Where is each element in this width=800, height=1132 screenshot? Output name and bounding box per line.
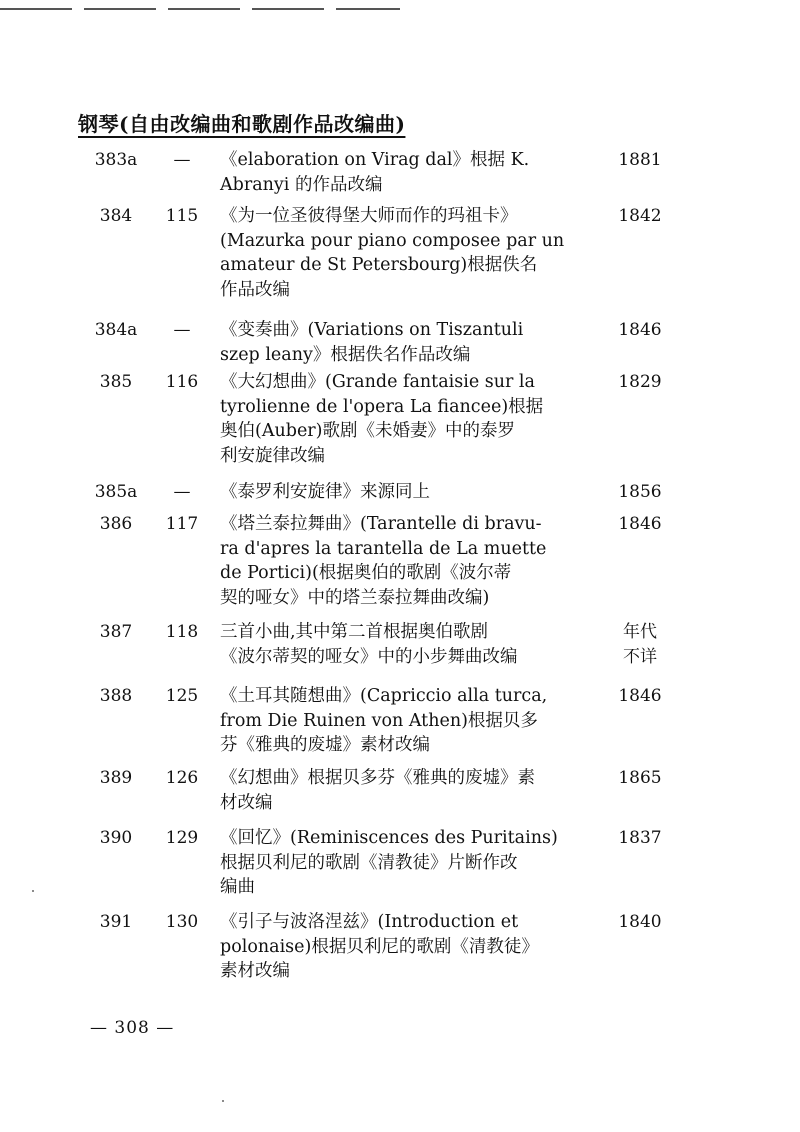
catalog-entry <box>0 370 800 468</box>
catalog-number: 388 <box>99 686 133 706</box>
work-description: 《泰罗利安旋律》来源同上 <box>220 482 430 502</box>
top-rule <box>0 8 400 10</box>
composition-year: 1840 <box>618 912 662 932</box>
work-description: 《为一位圣彼得堡大师而作的玛祖卡》 (Mazurka pour piano composee par un amateur de St Petersbourg)根据佚名 作品改编 <box>220 206 565 300</box>
composition-year: 1881 <box>618 150 662 170</box>
work-description: 《引子与波洛涅兹》(Introduction et polonaise)根据贝利尼的歌剧《清教徒》 素材改编 <box>220 912 539 981</box>
catalog-entry <box>0 826 800 900</box>
composition-year: 年代 不详 <box>623 622 657 667</box>
composition-year: 1829 <box>618 372 662 392</box>
composition-year: 1846 <box>618 320 662 340</box>
work-description: 三首小曲,其中第二首根据奥伯歌剧 《波尔蒂契的哑女》中的小步舞曲改编 <box>220 622 518 667</box>
work-description: 《塔兰泰拉舞曲》(Tarantelle di bravu- ra d'apres la tarantella de La muette de Portici)(根据奥伯的歌剧《波尔蒂 契的哑女》中的塔兰泰拉舞曲改编) <box>220 514 547 608</box>
catalog-number: 384a <box>94 320 138 340</box>
catalog-number: 390 <box>99 828 133 848</box>
catalog-entry <box>0 620 800 669</box>
section-heading: 钢琴(自由改编曲和歌剧作品改编曲) <box>78 112 406 136</box>
opus-number: 117 <box>165 514 199 534</box>
catalog-entry <box>0 766 800 815</box>
opus-number: 129 <box>165 828 199 848</box>
work-description: 《大幻想曲》(Grande fantaisie sur la tyrolienne de l'opera La fiancee)根据 奥伯(Auber)歌剧《未婚妻》中的泰罗 利安旋律改编 <box>220 372 544 466</box>
opus-number: 116 <box>165 372 199 392</box>
catalog-number: 386 <box>99 514 133 534</box>
catalog-number: 384 <box>99 206 133 226</box>
catalog-entry <box>0 480 800 505</box>
composition-year: 1846 <box>618 686 662 706</box>
work-description: 《变奏曲》(Variations on Tiszantuli szep leany》根据佚名作品改编 <box>220 320 524 365</box>
scan-speck <box>222 1100 224 1102</box>
opus-number: 115 <box>165 206 199 226</box>
catalog-number: 385a <box>94 482 138 502</box>
page-number: — 308 — <box>90 1018 175 1038</box>
work-description: 《回忆》(Reminiscences des Puritains) 根据贝利尼的歌剧《清教徒》片断作改 编曲 <box>220 828 558 897</box>
opus-number: 126 <box>165 768 199 788</box>
catalog-entry <box>0 910 800 984</box>
catalog-entry <box>0 148 800 197</box>
catalog-number: 383a <box>94 150 138 170</box>
composition-year: 1842 <box>618 206 662 226</box>
catalog-entry <box>0 318 800 367</box>
opus-number: — <box>173 482 191 502</box>
opus-number: 118 <box>165 622 199 642</box>
scan-speck <box>32 890 34 892</box>
catalog-number: 385 <box>99 372 133 392</box>
catalog-number: 387 <box>99 622 133 642</box>
composition-year: 1865 <box>618 768 662 788</box>
catalog-entry <box>0 684 800 758</box>
opus-number: — <box>173 150 191 170</box>
catalog-number: 389 <box>99 768 133 788</box>
opus-number: 130 <box>165 912 199 932</box>
composition-year: 1837 <box>618 828 662 848</box>
composition-year: 1856 <box>618 482 662 502</box>
catalog-number: 391 <box>99 912 133 932</box>
work-description: 《elaboration on Virag dal》根据 K. Abranyi 的作品改编 <box>220 150 530 195</box>
work-description: 《土耳其随想曲》(Capriccio alla turca, from Die Ruinen von Athen)根据贝多 芬《雅典的废墟》素材改编 <box>220 686 548 755</box>
opus-number: 125 <box>165 686 199 706</box>
work-description: 《幻想曲》根据贝多芬《雅典的废墟》素 材改编 <box>220 768 535 813</box>
opus-number: — <box>173 320 191 340</box>
catalog-entry <box>0 204 800 302</box>
catalog-entry <box>0 512 800 610</box>
composition-year: 1846 <box>618 514 662 534</box>
